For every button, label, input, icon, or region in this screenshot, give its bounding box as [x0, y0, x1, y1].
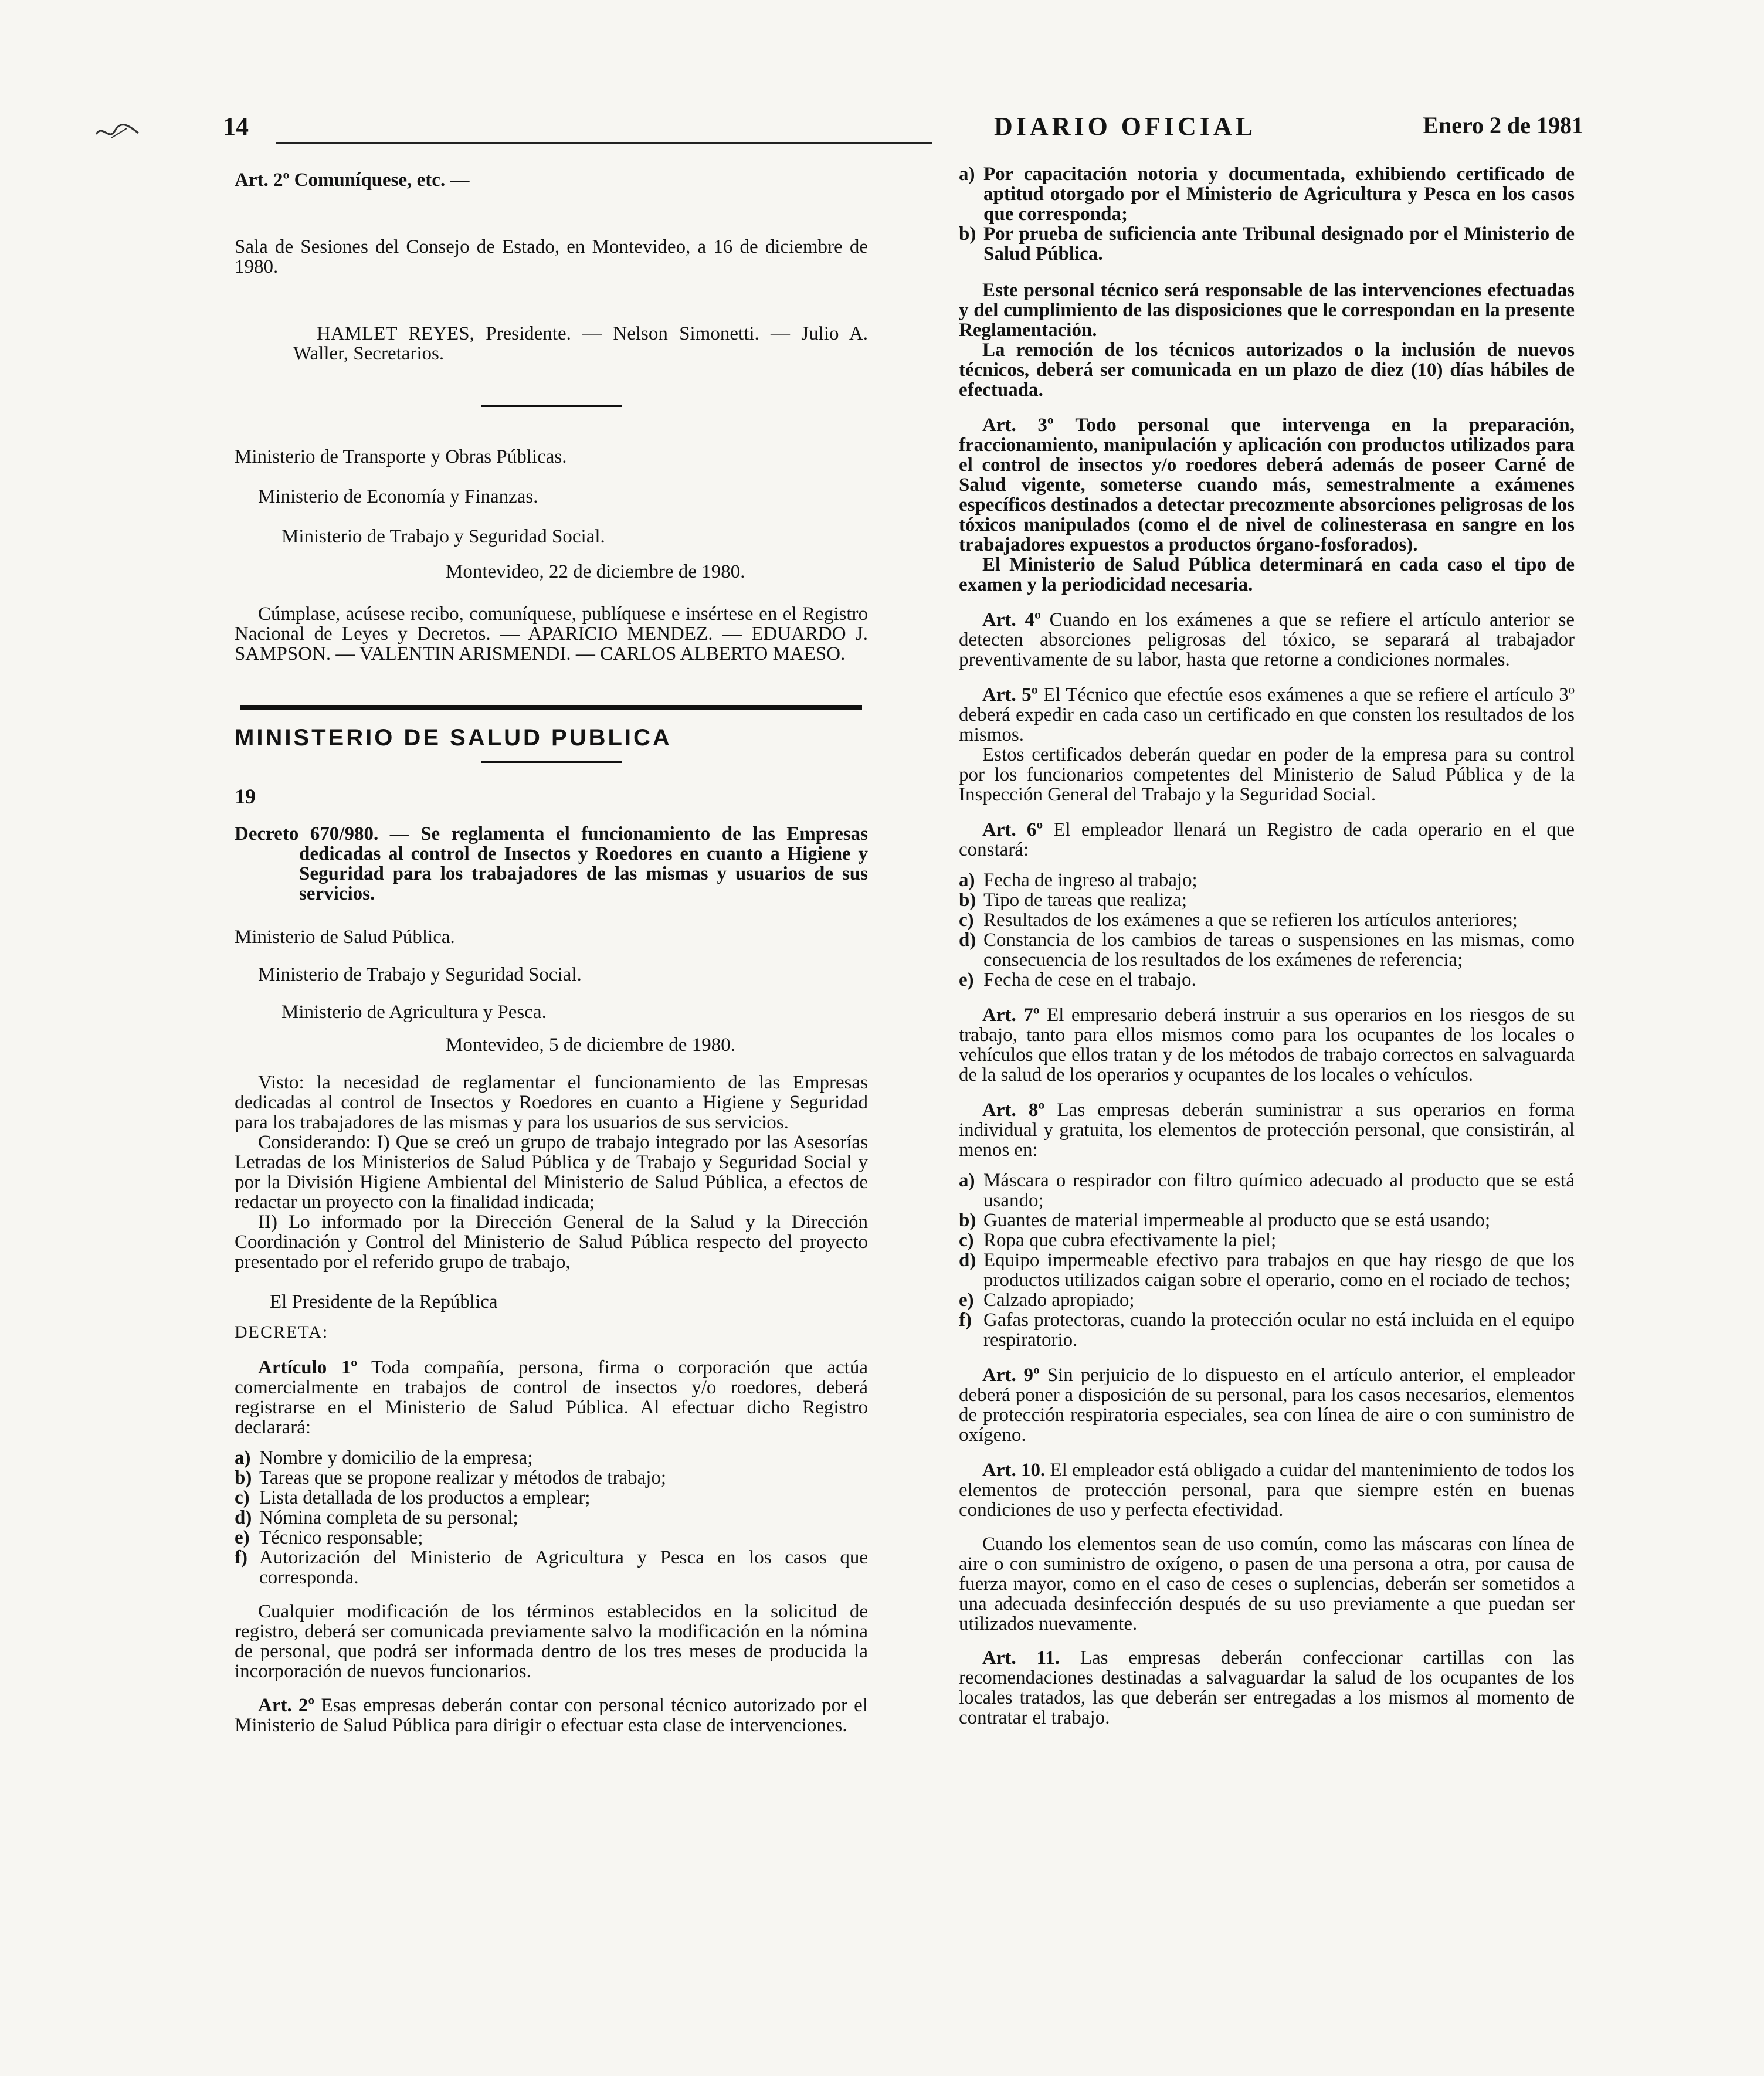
tecnico-paragraph: Este personal técnico será responsable de las intervenciones efectuadas y del cumplimiento de las disposiciones que le correspondan en la presente Reglamentación. [959, 280, 1575, 341]
article-3-cont: El Ministerio de Salud Pública determinará en cada caso el tipo de examen y la periodicidad necesaria. [959, 554, 1575, 595]
page-number: 14 [223, 112, 249, 141]
ministerio-line: Ministerio de Trabajo y Seguridad Social. [281, 526, 605, 547]
fecha-line: Montevideo, 22 de diciembre de 1980. [446, 561, 745, 582]
visto-paragraph: Visto: la necesidad de reglamentar el funcionamiento de las Empresas dedicadas al control de Insectos y Roedores en cuanto a Higiene y Seguridad para los trabajadores de las mismas y para los usuarios de sus servicios. [235, 1072, 868, 1133]
sala-sesiones: Sala de Sesiones del Consejo de Estado, en Montevideo, a 16 de diciembre de 1980. [235, 236, 868, 277]
cumplase-paragraph: Cúmplase, acúsese recibo, comuníquese, publíquese e insértese en el Registro Nacional de Leyes y Decretos. — APARICIO MENDEZ. — EDUARDO J. SAMPSON. — VALENTIN ARISMENDI. — CARLOS ALBERTO MAESO. [235, 603, 868, 664]
article-label: Art. 6º [982, 819, 1043, 840]
article-label: Art. 11. [982, 1647, 1060, 1668]
art8-list [959, 1171, 1575, 1350]
art2-list [959, 164, 1575, 264]
article-10 [959, 1460, 1575, 1520]
article-11 [959, 1648, 1575, 1728]
decree-number: 19 [235, 785, 256, 808]
article-label: Art. 3º [982, 415, 1054, 436]
right-column [959, 164, 1575, 1728]
article-5-cont: Estos certificados deberán quedar en poder de la empresa para su control por los funcionarios competentes del Ministerio de Salud Pública y de la Inspección General del Trabajo y la Seguridad Social. [959, 744, 1575, 805]
article-2 [235, 1695, 868, 1735]
list-item: f) Gafas protectoras, cuando la protección ocular no está incluida en el equipo respiratorio. [959, 1310, 1575, 1351]
article-label: Art. 8º [982, 1100, 1045, 1121]
list-item: e) Calzado apropiado; [959, 1290, 1135, 1311]
art6-list [959, 870, 1575, 990]
list-item: e) Técnico responsable; [235, 1527, 423, 1548]
list-item: b) Por prueba de suficiencia ante Tribunal designado por el Ministerio de Salud Pública. [959, 223, 1575, 264]
article-text: El empleador está obligado a cuidar del mantenimiento de todos los elementos de protección personal, para que siempre estén en buenas condiciones de uso y perfecta efectividad. [959, 1460, 1575, 1521]
article-text: Esas empresas deberán contar con personal técnico autorizado por el Ministerio de Salud Pública para dirigir o efectuar esta clase de intervenciones. [235, 1695, 869, 1736]
article-7 [959, 1005, 1575, 1085]
considerando-paragraph: II) Lo informado por la Dirección General de la Salud y la Dirección Coordinación y Control del Ministerio de Salud Pública respecto del proyecto presentado por el referido grupo de trabajo, [235, 1212, 868, 1273]
art1-list [235, 1448, 868, 1587]
article-label: Art. 10. [982, 1460, 1046, 1481]
decreta-heading: DECRETA: [235, 1322, 329, 1342]
list-item: d) Constancia de los cambios de tareas o suspensiones en las mismas, como consecuencia de los resultados de los exámenes de referencia; [959, 930, 1575, 971]
article-label: Artículo 1º [258, 1357, 358, 1378]
article-text: Toda compañía, persona, firma o corporación que actúa comercialmente en trabajos de control de insectos y/o roedores, deberá registrarse en el Ministerio de Salud Pública. Al efectuar dicho Registro declarará: [235, 1357, 869, 1438]
decree-title: Se reglamenta el funcionamiento de las Empresas dedicadas al control de Insectos y Roedores en cuanto a Higiene y Seguridad para los trabajadores de las mismas y usuarios de sus servicios. [299, 823, 869, 904]
left-column [235, 164, 868, 1735]
ministerio-line: Ministerio de Agricultura y Pesca. [281, 1002, 547, 1023]
issue-date: Enero 2 de 1981 [1423, 112, 1583, 138]
list-item: c) Ropa que cubra efectivamente la piel; [959, 1230, 1277, 1251]
article-label: Art. 9º [982, 1365, 1040, 1386]
modificacion-paragraph: Cualquier modificación de los términos establecidos en la solicitud de registro, deberá ser comunicada previamente salvo la modificación en la nómina de personal, que podrá ser informada dentro de los tres meses de producida la incorporación de nuevos funcionarios. [235, 1601, 868, 1682]
header-rule [276, 142, 932, 144]
ministerio-line: Ministerio de Salud Pública. [235, 927, 455, 948]
list-item: a) Nombre y domicilio de la empresa; [235, 1447, 533, 1468]
article-9 [959, 1365, 1575, 1445]
article-1 [235, 1358, 868, 1437]
article-8 [959, 1100, 1575, 1160]
article-4 [959, 610, 1575, 670]
article-label: Art. 2º [235, 169, 290, 191]
article-text: Las empresas deberán confeccionar cartillas con las recomendaciones destinadas a salvaguardar la salud de los ocupantes de los locales tratados, las que deberán ser entregadas a los mismos al momento de contratar el trabajo. [959, 1647, 1575, 1728]
considerando-paragraph: Considerando: I) Que se creó un grupo de trabajo integrado por las Asesorías Letradas de los Ministerios de Salud Pública y de Trabajo y Seguridad Social y por la División Higiene Ambiental del Ministerio de Salud Pública, a efectos de redactar un proyecto con la finalidad indicada; [235, 1132, 868, 1213]
decree-summary [235, 824, 868, 904]
article-text: El Técnico que efectúe esos exámenes a que se refiere el artículo 3º deberá expedir en cada caso un certificado en que consten los resultados de los mismos. [959, 684, 1575, 745]
fecha-line: Montevideo, 5 de diciembre de 1980. [446, 1034, 735, 1056]
article-label: Art. 2º [258, 1695, 315, 1716]
section-divider-thick [240, 705, 862, 710]
article-text: El empleador llenará un Registro de cada operario en el que constará: [959, 819, 1575, 860]
article-10-cont: Cuando los elementos sean de uso común, como las máscaras con línea de aire o con suministro de oxígeno, o pasen de una persona a otra, por causa de fuerza mayor, como en el caso de ceses o suplencias, deberán ser sometidos a una adecuada desinfección después de su uso previamente a que puedan ser utilizados nuevamente. [959, 1534, 1575, 1634]
article-label: Art. 4º [982, 609, 1041, 630]
ministerio-line: Ministerio de Trabajo y Seguridad Social. [258, 964, 582, 985]
article-text: Las empresas deberán suministrar a sus operarios en forma individual y gratuita, los elementos de protección personal, que consistirán, al menos en: [959, 1100, 1575, 1161]
art2-previous [235, 170, 868, 190]
page-header [223, 111, 1583, 152]
ministerio-line: Ministerio de Transporte y Obras Públicas. [235, 446, 567, 467]
article-3 [959, 415, 1575, 555]
section-divider [481, 761, 622, 763]
handwritten-margin-mark [94, 120, 141, 144]
list-item: c) Resultados de los exámenes a que se refieren los artículos anteriores; [959, 910, 1518, 931]
article-6 [959, 820, 1575, 860]
list-item: d) Equipo impermeable efectivo para trabajos en que hay riesgo de que los productos utilizados caigan sobre el operario, como en el rociado de techos; [959, 1250, 1575, 1291]
article-text: El empresario deberá instruir a sus operarios en los riesgos de su trabajo, tanto para ellos mismos como para los ocupantes de los locales o vehículos que ellos tratan y de los métodos de trabajo correctos en salvaguarda de la salud de los operarios y ocupantes de los locales o vehículos. [959, 1005, 1575, 1086]
article-label: Art. 5º [982, 684, 1038, 705]
decree-label: Decreto 670/980. — [235, 823, 409, 844]
ministerio-line: Ministerio de Economía y Finanzas. [258, 486, 538, 507]
list-item: b) Tareas que se propone realizar y métodos de trabajo; [235, 1467, 667, 1488]
tecnico-paragraph: La remoción de los técnicos autorizados o la inclusión de nuevos técnicos, deberá ser comunicada en un plazo de diez (10) días hábiles de efectuada. [959, 340, 1575, 401]
list-item: f) Autorización del Ministerio de Agricultura y Pesca en los casos que corresponda. [235, 1547, 868, 1588]
firmas-consejo: HAMLET REYES, Presidente. — Nelson Simonetti. — Julio A. Waller, Secretarios. [293, 323, 868, 364]
article-text: Sin perjuicio de lo dispuesto en el artículo anterior, el empleador deberá poner a disposición de su personal, para los casos necesarios, elementos de protección respiratoria especiales, sea con línea de aire o con suministro de oxígeno. [959, 1365, 1575, 1446]
list-item: e) Fecha de cese en el trabajo. [959, 969, 1196, 990]
article-5 [959, 685, 1575, 745]
presidente-line: El Presidente de la República [270, 1291, 498, 1312]
article-text: Todo personal que intervenga en la preparación, fraccionamiento, manipulación y aplicación con productos utilizados para el control de insectos y/o roedores deberá además de poseer Carné de Salud vigente, someterse cuando más, semestralmente a exámenes específicos destinados a detectar precozmente absorciones peligrosas de los tóxicos manipulados (como el de nivel de colinesterasa en sangre en los trabajadores expuestos a productos órgano-fosforados). [959, 415, 1575, 555]
ministry-heading: MINISTERIO DE SALUD PUBLICA [235, 725, 672, 751]
list-item: a) Por capacitación notoria y documentada, exhibiendo certificado de aptitud otorgado por el Ministerio de Agricultura y Pesca en los casos que corresponda; [959, 164, 1575, 225]
list-item: a) Fecha de ingreso al trabajo; [959, 870, 1198, 891]
section-divider [481, 405, 622, 407]
list-item: d) Nómina completa de su personal; [235, 1507, 518, 1528]
article-text: Comuníquese, etc. — [294, 169, 470, 191]
masthead-title: DIARIO OFICIAL [994, 112, 1257, 141]
list-item: b) Tipo de tareas que realiza; [959, 890, 1187, 911]
list-item: b) Guantes de material impermeable al producto que se está usando; [959, 1210, 1491, 1231]
list-item: c) Lista detallada de los productos a emplear; [235, 1487, 591, 1508]
list-item: a) Máscara o respirador con filtro químico adecuado al producto que se está usando; [959, 1170, 1575, 1211]
article-label: Art. 7º [982, 1005, 1040, 1026]
article-text: Cuando en los exámenes a que se refiere el artículo anterior se detecten absorciones peligrosas del tóxico, se separará al trabajador preventivamente de su labor, hasta que retorne a condiciones normales. [959, 609, 1575, 670]
